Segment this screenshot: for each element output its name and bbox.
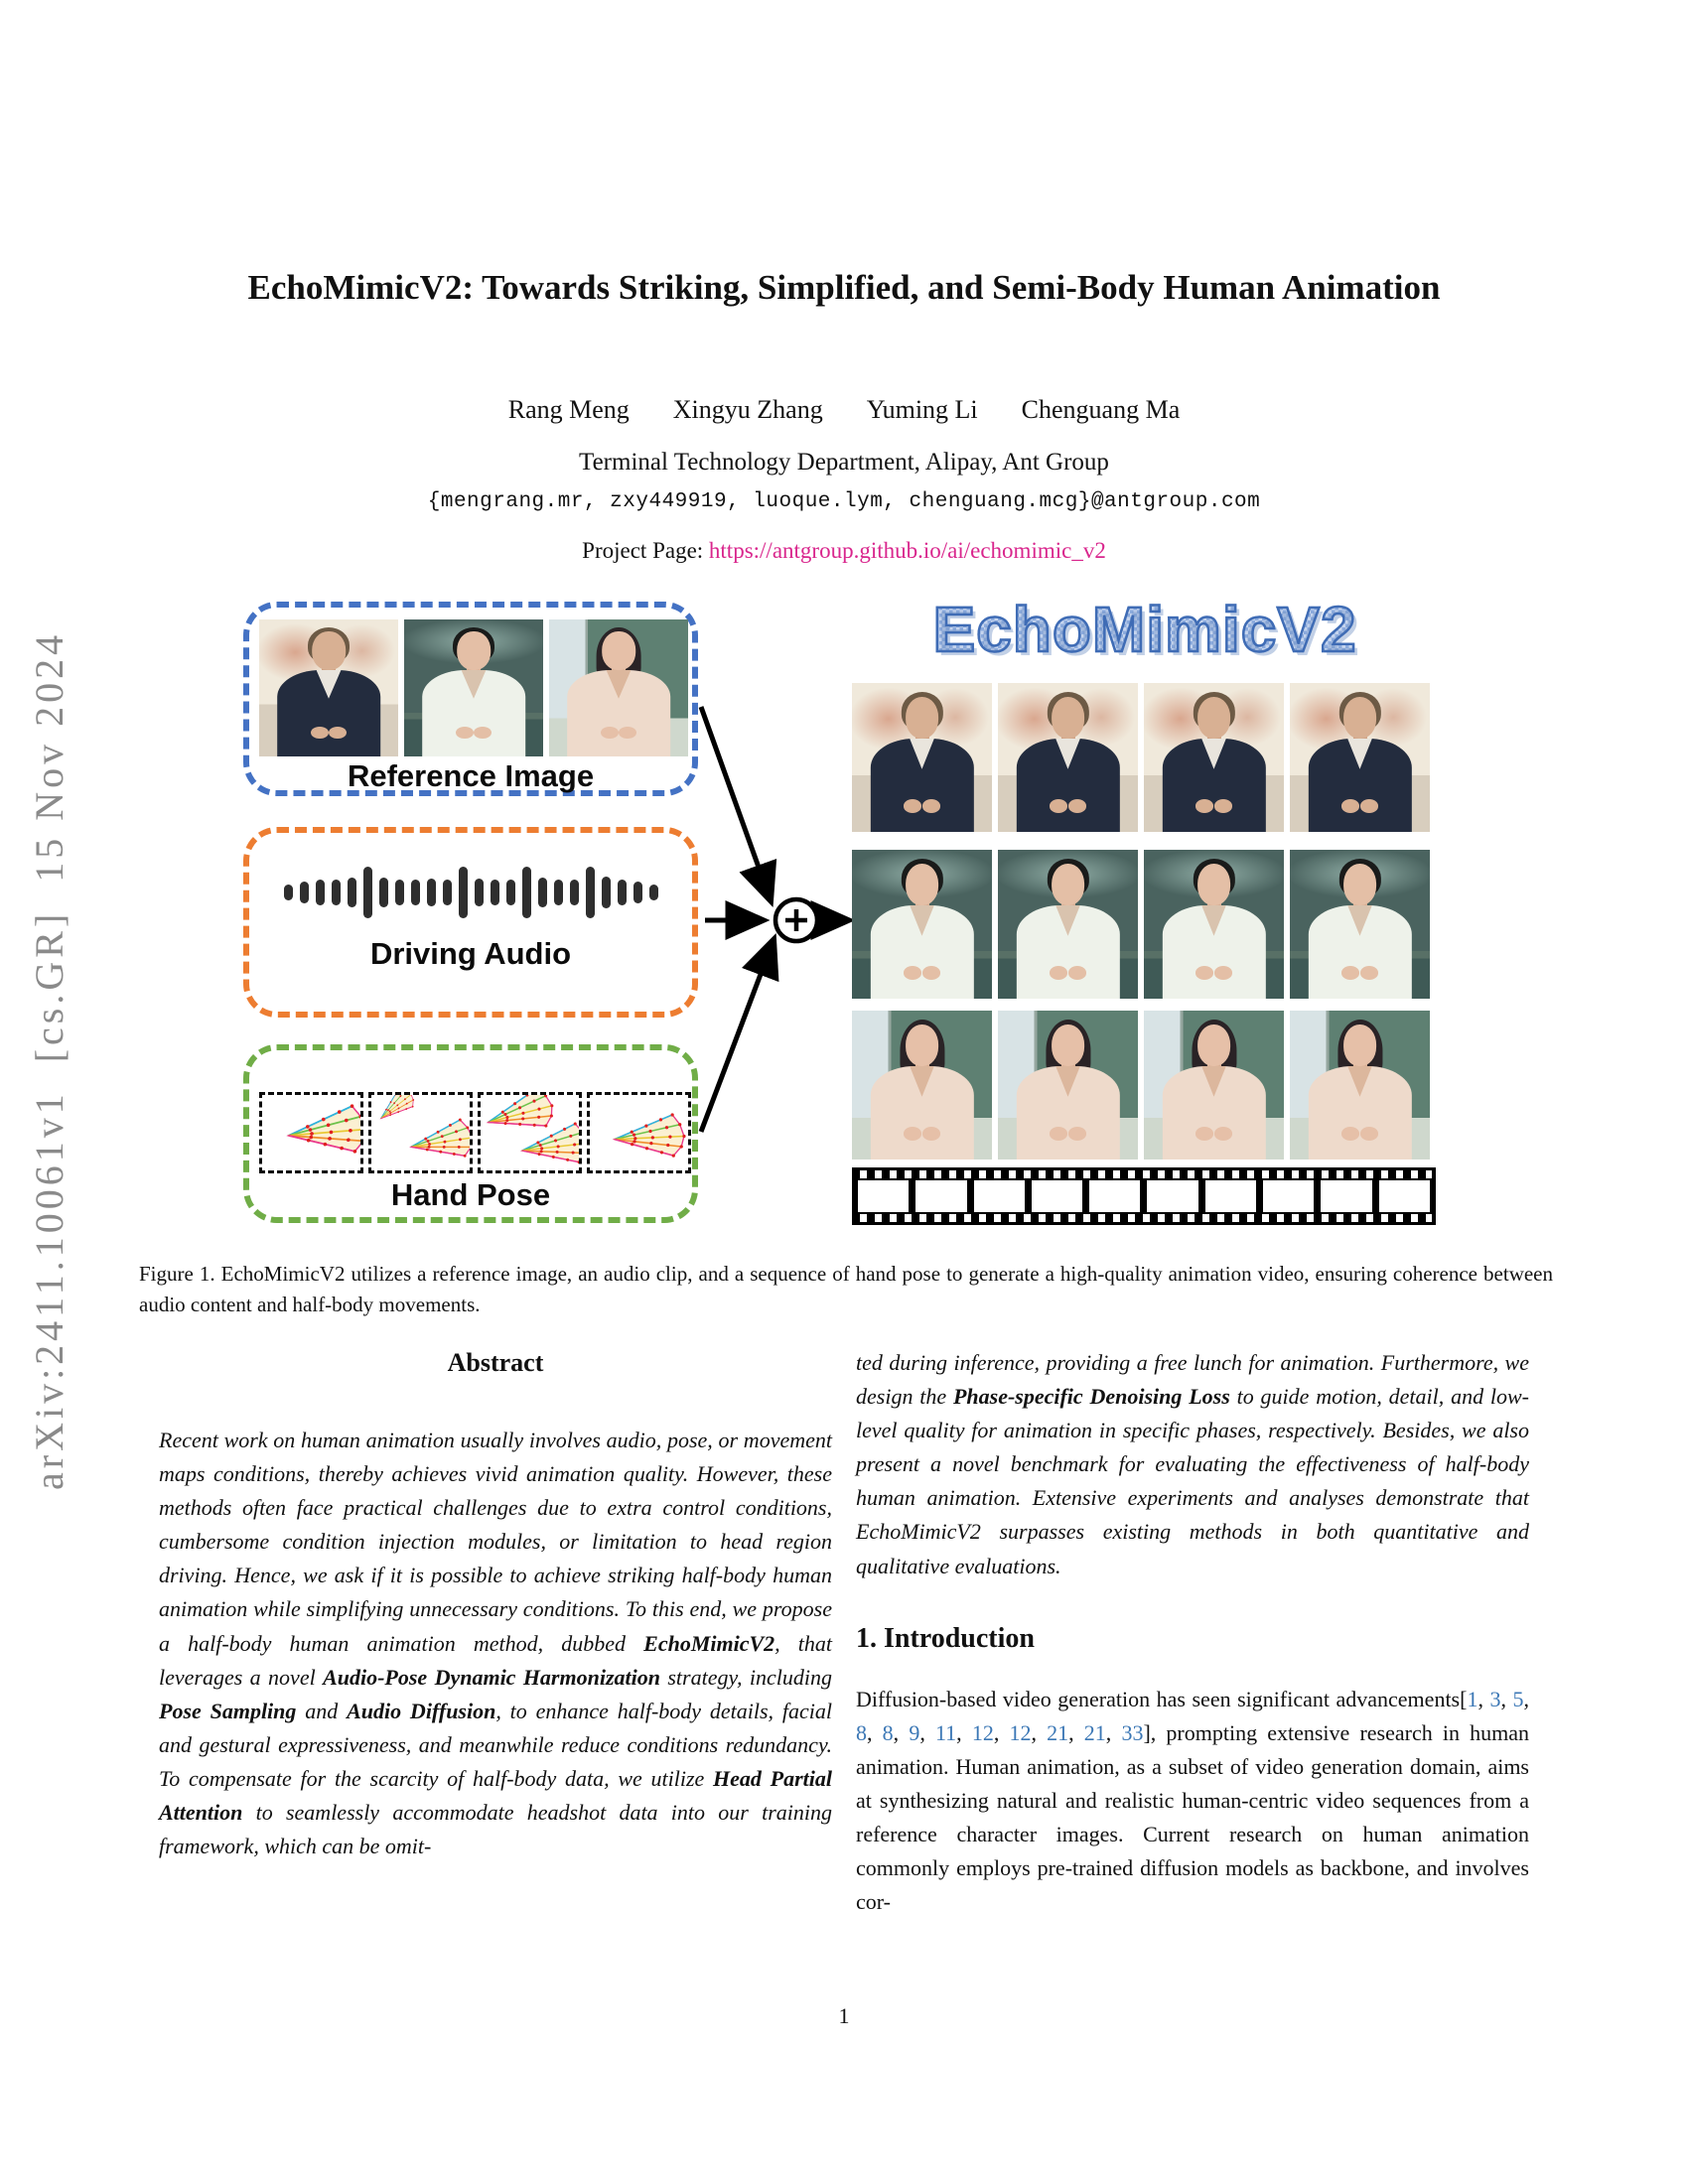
film-frame (1032, 1180, 1082, 1212)
video-frame-white (404, 619, 543, 756)
author-name: Chenguang Ma (1021, 395, 1181, 424)
waveform-bar (491, 880, 499, 905)
output-frames-row-3 (852, 1011, 1430, 1160)
hand-skeleton-icon (481, 1095, 579, 1170)
hand-pose-box (243, 1044, 698, 1223)
waveform-bar (395, 880, 404, 905)
film-frame (1263, 1180, 1314, 1212)
citation-link[interactable]: 3 (1489, 1686, 1501, 1711)
author-name: Xingyu Zhang (672, 395, 823, 424)
video-frame-beige (1290, 1011, 1430, 1160)
waveform-bar (538, 878, 547, 907)
video-frame-white (852, 850, 992, 999)
bold-term: Audio-Pose Dynamic Harmonization (323, 1664, 660, 1690)
waveform-bar (618, 880, 627, 905)
waveform-bar (411, 880, 420, 905)
film-sprockets-top (856, 1170, 1432, 1178)
citation-link[interactable]: 12 (1009, 1719, 1032, 1745)
video-frame-white (1144, 850, 1284, 999)
author-name: Yuming Li (866, 395, 978, 424)
citation-link[interactable]: 1 (1467, 1686, 1478, 1711)
waveform-bar (459, 867, 468, 918)
citation-link[interactable]: 8 (856, 1719, 867, 1745)
waveform-bar (332, 880, 341, 905)
waveform-bar (602, 877, 611, 908)
video-frame-beige (998, 1011, 1138, 1160)
audio-waveform (249, 861, 692, 924)
bold-term: Pose Sampling (159, 1698, 297, 1723)
citation-link[interactable]: 21 (1047, 1719, 1069, 1745)
film-frame (1379, 1180, 1430, 1212)
hand-pose-label: Hand Pose (390, 1177, 551, 1212)
bold-term: Audio Diffusion (347, 1698, 496, 1723)
film-frame (1205, 1180, 1256, 1212)
film-frame (1321, 1180, 1371, 1212)
bold-term: Phase-specific Denoising Loss (952, 1384, 1230, 1410)
wire-pose (701, 940, 774, 1132)
video-frame-man (259, 619, 398, 756)
arxiv-watermark: arXiv:2411.10061v1 [cs.GR] 15 Nov 2024 (27, 630, 71, 1490)
abstract-paragraph-1: Recent work on human animation usually involves audio, pose, or movement maps conditions, thereby achieves vivid animation quality. However, these methods often face practical challenges due to extra control conditions, cumbersome condition injection modules, or limitation to head region driving. Hence, we ask if it is possible to achieve striking half-body human animation while simplifying unnecessary conditions. To this end, we propose a half-body human animation method, dubbed EchoMimicV2, that leverages a novel Audio-Pose Dynamic Harmonization strategy, including Pose Sampling and Audio Diffusion, to enhance half-body details, facial and gestural expressiveness, and meanwhile reduce conditions redundancy. To compensate for the scarcity of half-body data, we utilize Head Partial Attention to seamlessly accommodate headshot data into our training framework, which can be omit- (159, 1428, 833, 1859)
citation-link[interactable]: 21 (1083, 1719, 1106, 1745)
abstract-paragraph-2: ted during inference, providing a free lunch for animation. Furthermore, we design the Phase-specific Denoising Loss to guide motion, detail, and low-level quality for animation in specific phases, respectively. Besides, we also present a novel benchmark for evaluating the effectiveness of half-body human animation. Extensive experiments and analyses demonstrate that EchoMimicV2 surpasses existing methods in both quantitative and qualitative evaluations. (856, 1350, 1529, 1578)
waveform-bar (284, 885, 293, 900)
waveform-bar (586, 867, 595, 918)
project-page-link[interactable]: https://antgroup.github.io/ai/echomimic_v2 (708, 538, 1106, 563)
video-frame-man (852, 683, 992, 832)
citation-link[interactable]: 8 (882, 1719, 894, 1745)
film-sprockets-bottom (856, 1214, 1432, 1222)
hand-skeleton-icon (371, 1095, 470, 1170)
waveform-bar (633, 882, 642, 903)
hand-skeleton-icon (262, 1095, 360, 1170)
hand-pose-frame (587, 1092, 691, 1173)
sum-node (775, 899, 817, 941)
waveform-bar (570, 880, 579, 905)
wire-reference (701, 707, 771, 900)
hand-pose-frame (259, 1092, 363, 1173)
film-frame (1147, 1180, 1197, 1212)
hand-pose-frame (478, 1092, 582, 1173)
paper-title: EchoMimicV2: Towards Striking, Simplified, and Semi-Body Human Animation (247, 268, 1441, 307)
film-frame (1089, 1180, 1140, 1212)
waveform-bar (443, 880, 452, 905)
page-number: 1 (838, 2003, 850, 2028)
waveform-bar (348, 878, 356, 907)
author-list (0, 395, 1688, 425)
figure-1 (0, 591, 1688, 1251)
affiliation: Terminal Technology Department, Alipay, Ant Group (579, 449, 1109, 476)
introduction-paragraph: Diffusion-based video generation has seen significant advancements[1, 3, 5, 8, 8, 9, 11, 12, 12, 21, 21, 33], prompting extensive research in human animation. Human animation, as a subset of video generation domain, aims at synthesizing natural and realistic human-centric video sequences from a reference character images. Current research on human animation commonly employs pre-trained diffusion models as backbone, and involves cor- (856, 1686, 1530, 1915)
author-name: Rang Meng (507, 395, 630, 424)
film-strip (852, 1167, 1436, 1225)
waveform-bar (427, 879, 436, 906)
author-emails: {mengrang.mr, zxy449919, luoque.lym, chenguang.mcg}@antgroup.com (427, 490, 1261, 513)
waveform-bar (363, 867, 372, 918)
output-frames-row-1 (852, 683, 1430, 832)
waveform-bar (316, 880, 325, 905)
reference-image-label: Reference Image (347, 758, 595, 793)
film-frames (856, 1180, 1432, 1212)
project-page-label: Project Page: (582, 538, 704, 563)
hand-skeleton-icon (590, 1095, 688, 1170)
video-frame-man (1144, 683, 1284, 832)
project-page-line (0, 538, 1688, 564)
hand-pose-frame (368, 1092, 473, 1173)
citation-link[interactable]: 5 (1512, 1686, 1524, 1711)
bold-term: EchoMimicV2 (643, 1630, 775, 1656)
video-frame-white (1290, 850, 1430, 999)
citation-link[interactable]: 33 (1121, 1719, 1144, 1745)
hand-pose-strip (259, 1092, 691, 1173)
left-column (159, 1348, 832, 1863)
driving-audio-box (243, 827, 698, 1018)
waveform-bar (649, 885, 658, 900)
figure-caption: Figure 1. EchoMimicV2 utilizes a reference image, an audio clip, and a sequence of hand pose to generate a high-quality animation video, ensuring coherence between audio content and half-body movements. (139, 1262, 1553, 1317)
right-column (856, 1346, 1529, 1919)
video-frame-beige (549, 619, 688, 756)
introduction-heading: 1. Introduction (856, 1622, 1035, 1654)
output-frames-row-2 (852, 850, 1430, 999)
waveform-bar (554, 880, 563, 905)
driving-audio-label: Driving Audio (369, 936, 572, 971)
citation-link[interactable]: 12 (971, 1719, 994, 1745)
reference-image-box (243, 602, 698, 796)
film-frame (858, 1180, 909, 1212)
echomimicv2-logo: EchoMimicV2 (852, 593, 1438, 666)
waveform-bar (379, 878, 388, 907)
waveform-bar (522, 867, 531, 918)
abstract-heading: Abstract (447, 1348, 544, 1377)
bold-term: Head Partial Attention (159, 1765, 832, 1826)
video-frame-man (1290, 683, 1430, 832)
video-frame-beige (1144, 1011, 1284, 1160)
reference-image-strip (259, 619, 688, 756)
waveform-bar (475, 879, 484, 906)
video-frame-man (998, 683, 1138, 832)
video-frame-white (998, 850, 1138, 999)
film-frame (974, 1180, 1025, 1212)
video-frame-beige (852, 1011, 992, 1160)
waveform-bar (506, 880, 515, 905)
citation-link[interactable]: 11 (934, 1719, 957, 1745)
film-frame (915, 1180, 966, 1212)
citation-link[interactable]: 9 (909, 1719, 920, 1745)
waveform-bar (300, 882, 309, 903)
